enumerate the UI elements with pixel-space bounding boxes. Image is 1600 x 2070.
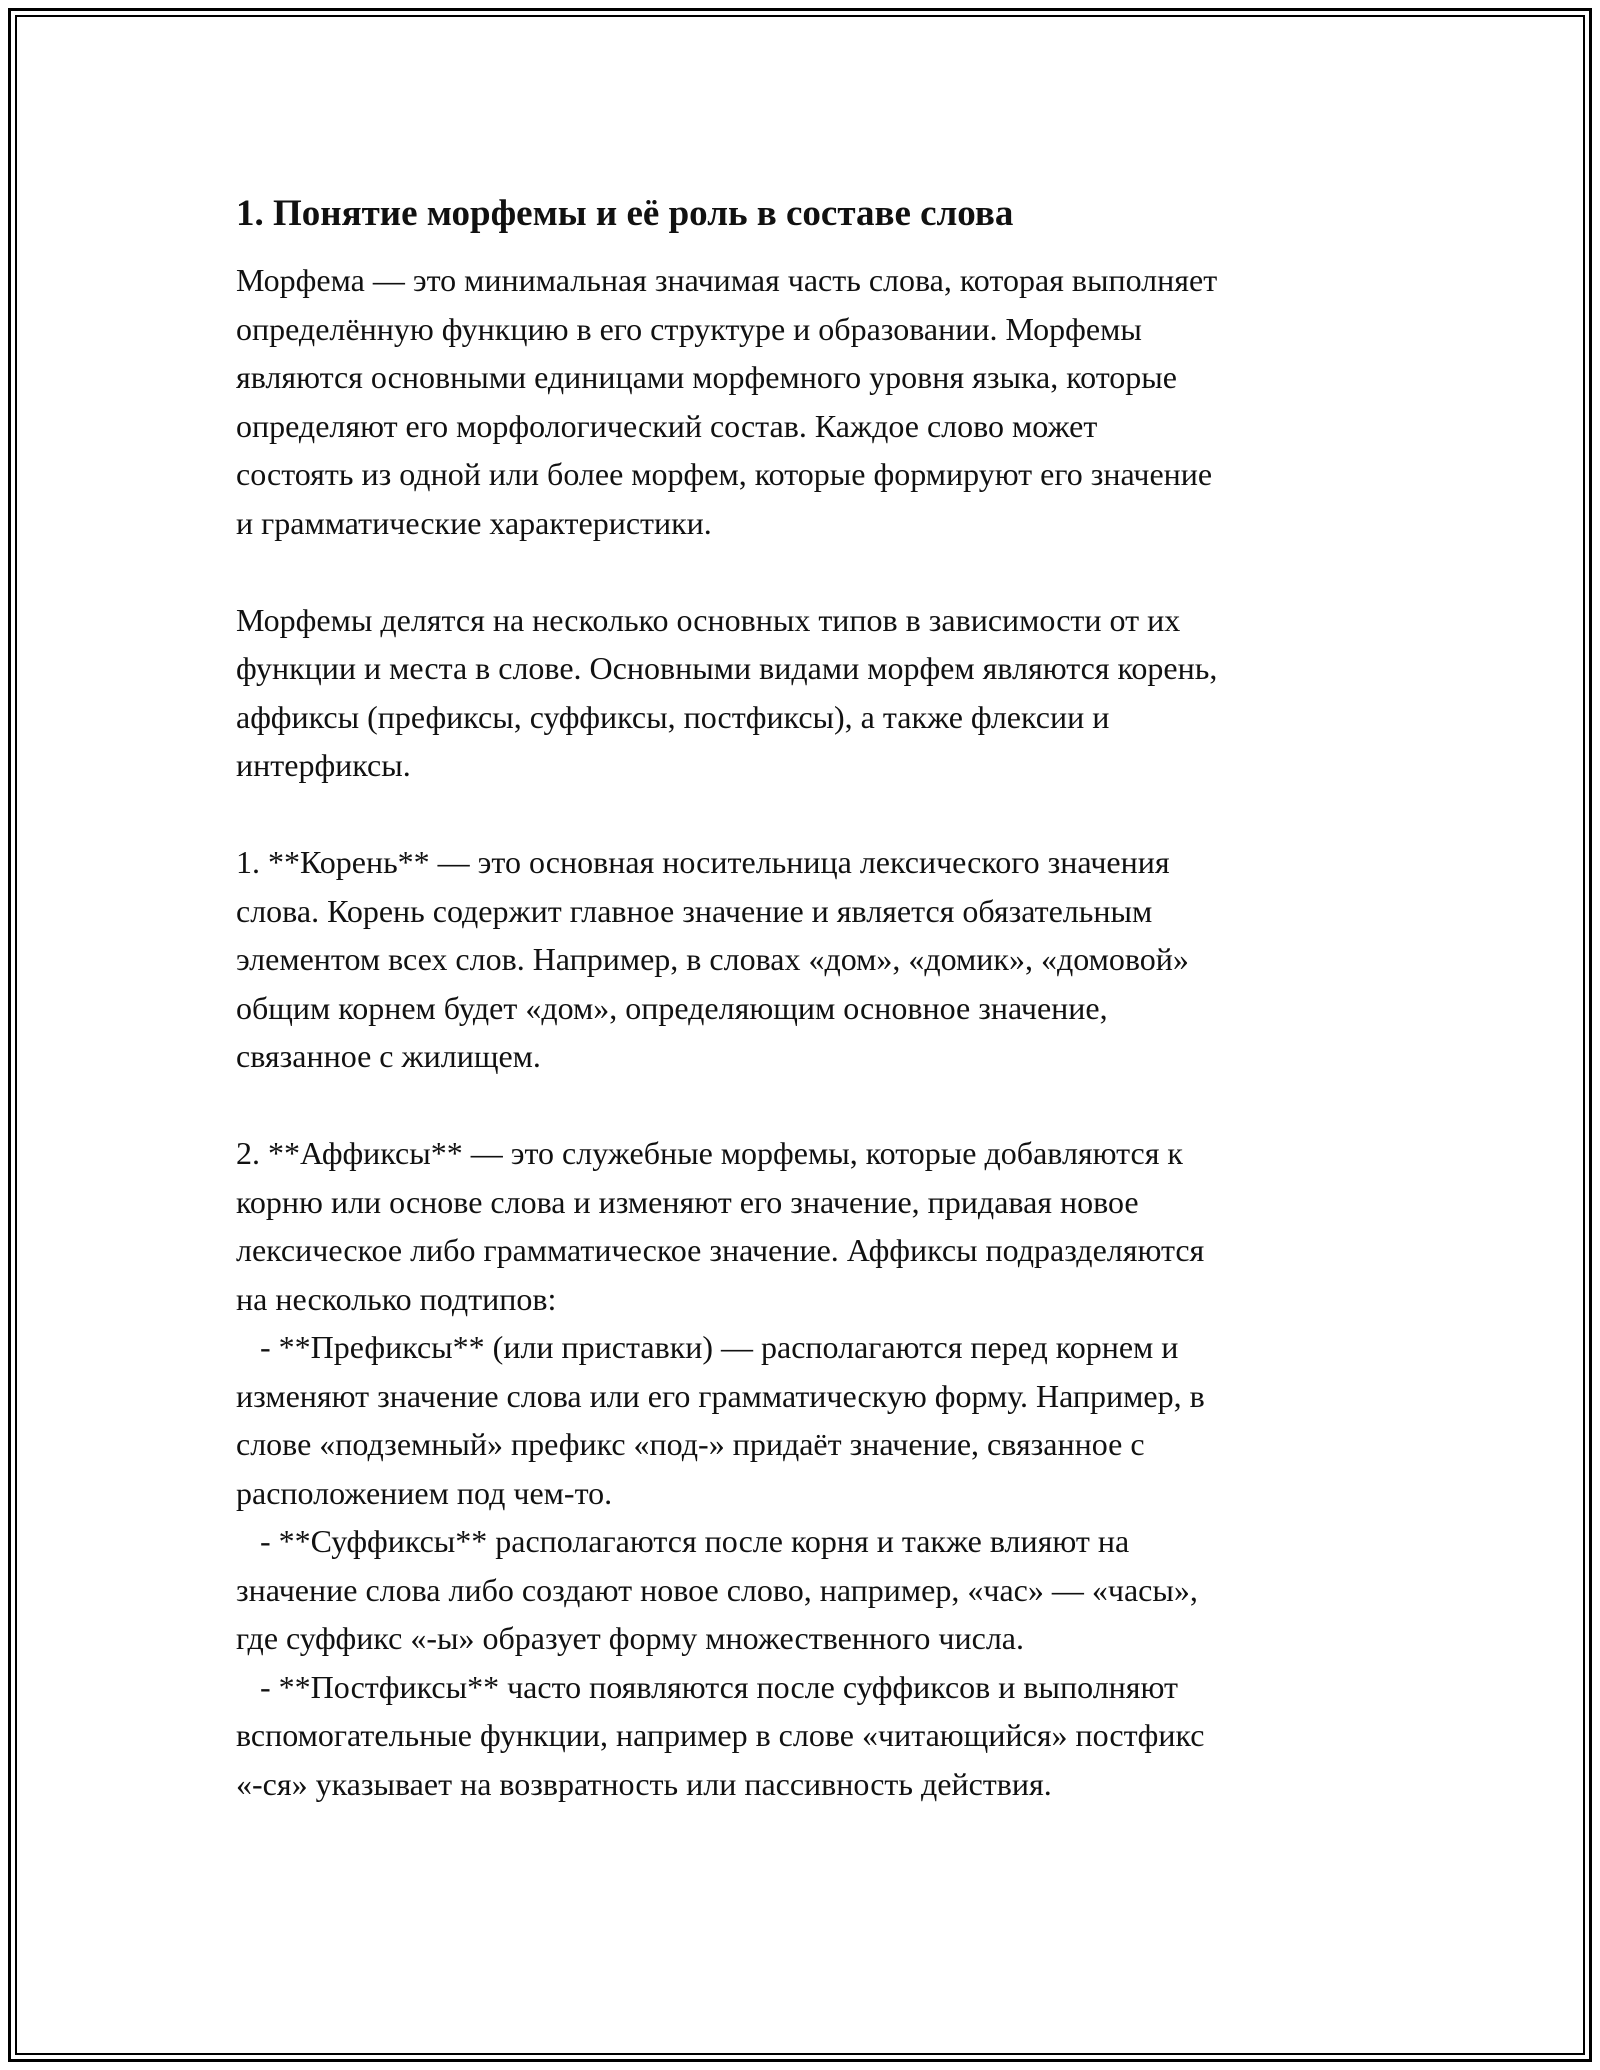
paragraph-affixes bbox=[236, 1129, 1386, 1808]
list-item-prefixes: - **Префиксы** (или приставки) — располагаются перед корнем и bbox=[236, 1329, 1179, 1365]
text-line: связанное с жилищем. bbox=[236, 1038, 541, 1074]
text-line: определяют его морфологический состав. Каждое слово может bbox=[236, 407, 1098, 444]
text-line: расположением под чем-то. bbox=[236, 1474, 613, 1511]
document-body bbox=[236, 186, 1386, 1808]
text-line: интерфиксы. bbox=[236, 747, 411, 783]
paragraph-root bbox=[236, 838, 1386, 1081]
text-line: лексическое либо грамматическое значение. Аффиксы подразделяются bbox=[236, 1232, 1205, 1268]
text-line: на несколько подтипов: bbox=[236, 1280, 557, 1317]
text-line: 1. **Корень** — это основная носительница лексического значения bbox=[236, 844, 1170, 880]
text-line: функции и места в слове. Основными видами морфем являются корень, bbox=[236, 650, 1218, 686]
paragraph-gap bbox=[236, 790, 1386, 839]
text-line: слове «подземный» префикс «под-» придаёт значение, связанное с bbox=[236, 1426, 1145, 1462]
text-line: 2. **Аффиксы** — это служебные морфемы, которые добавляются к bbox=[236, 1135, 1183, 1171]
list-item-suffixes: - **Суффиксы** располагаются после корня и также влияют на bbox=[236, 1523, 1130, 1559]
list-item-postfixes: - **Постфиксы** часто появляются после суффиксов и выполняют bbox=[236, 1668, 1178, 1705]
text-line: изменяют значение слова или его грамматическую форму. Например, в bbox=[236, 1377, 1205, 1414]
text-line: где суффикс «-ы» образует форму множественного числа. bbox=[236, 1620, 1024, 1656]
text-line: вспомогательные функции, например в слове «читающийся» постфикс bbox=[236, 1717, 1205, 1753]
text-line: «-ся» указывает на возвратность или пассивность действия. bbox=[236, 1765, 1052, 1802]
text-line: и грамматические характеристики. bbox=[236, 504, 712, 541]
text-line: состоять из одной или более морфем, которые формируют его значение bbox=[236, 456, 1213, 492]
text-line: Морфемы делятся на несколько основных типов в зависимости от их bbox=[236, 601, 1181, 638]
text-line: корню или основе слова и изменяют его значение, придавая новое bbox=[236, 1183, 1139, 1220]
text-line: Морфема — это минимальная значимая часть слова, которая выполняет bbox=[236, 262, 1218, 298]
text-line: значение слова либо создают новое слово, например, «час» — «часы», bbox=[236, 1571, 1198, 1608]
text-line: аффиксы (префиксы, суффиксы, постфиксы), а также флексии и bbox=[236, 698, 1110, 735]
paragraph-gap bbox=[236, 547, 1386, 596]
section-heading: 1. Понятие морфемы и её роль в составе слова bbox=[236, 193, 1014, 234]
text-line: элементом всех слов. Например, в словах «дом», «домик», «домовой» bbox=[236, 941, 1189, 977]
text-line: слова. Корень содержит главное значение и является обязательным bbox=[236, 892, 1153, 929]
text-line: являются основными единицами морфемного уровня языка, которые bbox=[236, 359, 1177, 395]
text-line: общим корнем будет «дом», определяющим основное значение, bbox=[236, 989, 1108, 1026]
paragraph-definition bbox=[236, 256, 1386, 547]
text-line: определённую функцию в его структуре и образовании. Морфемы bbox=[236, 310, 1142, 347]
paragraph-types bbox=[236, 596, 1386, 790]
paragraph-gap bbox=[236, 1081, 1386, 1130]
